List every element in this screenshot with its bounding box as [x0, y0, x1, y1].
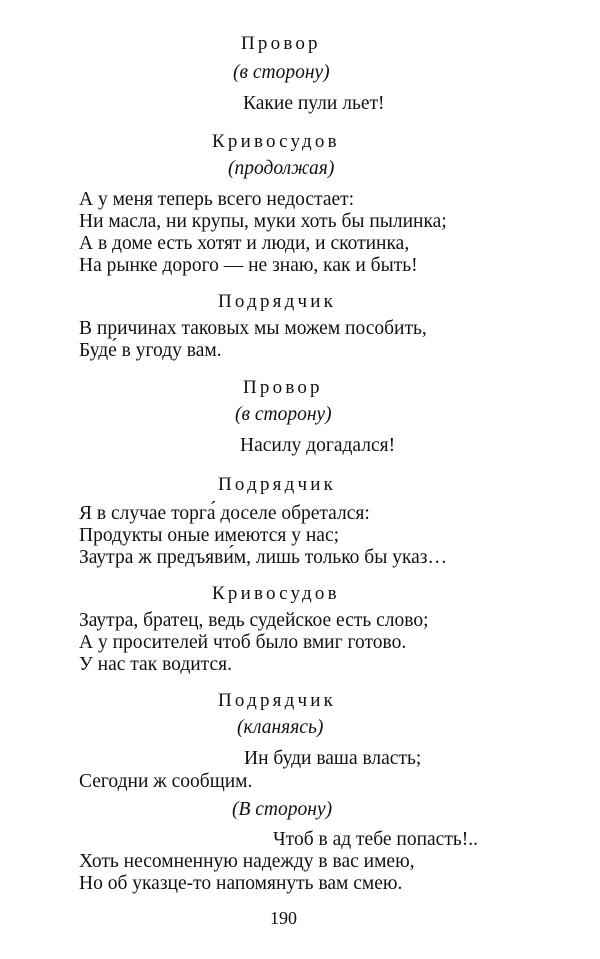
- verse-line: Какие пули льет!: [243, 93, 385, 114]
- verse-line: Ни масла, ни крупы, муки хоть бы пылинка;: [79, 211, 447, 232]
- verse-line: Насилу догадался!: [240, 435, 396, 456]
- verse-line: Ин буди ваша власть;: [244, 748, 422, 769]
- verse-line: Заутра ж предъяви́м, лишь только бы указ…: [79, 547, 447, 568]
- verse-line: Хоть несомненную надежду в вас имею,: [79, 851, 415, 872]
- verse-line: Заутра, братец, ведь судейское есть слово;: [79, 610, 429, 631]
- verse-line: Я в случае торга́ доселе обретался:: [79, 503, 370, 524]
- verse-line: Но об указце-то напомянуть вам смею.: [79, 873, 403, 894]
- speaker-name: Провор: [241, 33, 321, 54]
- page-number: 190: [270, 908, 297, 928]
- verse-line: Продукты оные имеются у нас;: [79, 525, 340, 546]
- verse-line: Сегодни ж сообщим.: [79, 771, 253, 792]
- speaker-name: Кривосудов: [212, 131, 340, 152]
- verse-line: Буде́ в угоду вам.: [79, 340, 222, 361]
- stage-direction: (В сторону): [232, 799, 333, 820]
- speaker-name: Кривосудов: [212, 583, 340, 604]
- verse-line: Чтоб в ад тебе попасть!..: [273, 829, 478, 850]
- speaker-name: Подрядчик: [218, 690, 337, 711]
- speaker-name: Подрядчик: [218, 291, 337, 312]
- verse-line: А у просителей чтоб было вмиг готово.: [79, 632, 407, 653]
- verse-line: У нас так водится.: [79, 654, 232, 675]
- verse-line: На рынке дорого — не знаю, как и быть!: [79, 255, 418, 276]
- stage-direction: (продолжая): [228, 158, 335, 179]
- speaker-name: Провор: [243, 377, 323, 398]
- speaker-name: Подрядчик: [218, 474, 337, 495]
- verse-line: А у меня теперь всего недостает:: [79, 189, 355, 210]
- stage-direction: (в сторону): [235, 404, 332, 425]
- stage-direction: (кланяясь): [237, 717, 324, 738]
- stage-direction: (в сторону): [233, 62, 330, 83]
- verse-line: В причинах таковых мы можем пособить,: [79, 318, 427, 339]
- verse-line: А в доме есть хотят и люди, и скотинка,: [79, 233, 410, 254]
